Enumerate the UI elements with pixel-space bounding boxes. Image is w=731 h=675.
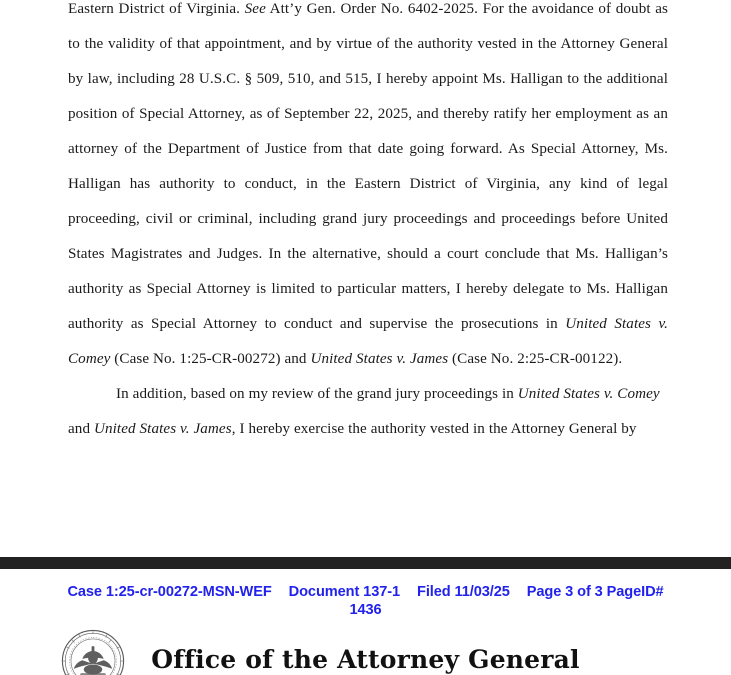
run-italic-case-comey: United States v. Comey — [68, 316, 668, 367]
letterhead-title: Office of the Attorney General — [151, 645, 580, 674]
document-text-column — [68, 0, 668, 447]
run-italic-case-comey: United States v. Comey — [517, 386, 660, 402]
ecf-case-number: Case 1:25-cr-00272-MSN-WEF — [67, 584, 272, 600]
ecf-page-number: Page 3 of 3 PageID# — [526, 584, 664, 600]
run-text: Eastern District of Virginia. — [68, 1, 245, 17]
run-text: (Case No. 2:25-CR-00122). — [448, 351, 623, 367]
run-italic-see: See — [244, 1, 266, 17]
run-text: (Case No. 1:25-CR-00272) and — [110, 351, 311, 367]
run-text: , I hereby exercise the authority vested in the Attorney General by — [231, 421, 637, 437]
run-italic-case-james: United States v. James — [93, 421, 232, 437]
run-italic-case-james: United States v. James — [310, 351, 449, 367]
ecf-page-id: 1436 — [349, 602, 382, 618]
ecf-document-number: Document 137-1 — [288, 584, 401, 600]
ecf-filed-date: Filed 11/03/25 — [417, 584, 510, 600]
run-text: and — [68, 421, 94, 437]
paragraph-appointment — [68, 0, 668, 377]
page-separator-bar — [0, 557, 731, 569]
run-text: Att’y Gen. Order No. 6402-2025. For the avoidance of doubt as to the validity of that appointment, and by virtue of the authority vested in the Attorney General by law, including 28 U.S.C. § 509, 510, and 515, I hereby appoint Ms. Halligan to the additional position of Special Attorney, as of September 22, 2025, and thereby ratify her employment as an attorney of the Department of Justice from that date going forward. As Special Attorney, Ms. Halligan has authority to conduct, in the Eastern District of Virginia, any kind of legal proceeding, civil or criminal, including grand jury proceedings and proceedings before United States Magistrates and Judges. In the alternative, should a court conclude that Ms. Halligan’s authority as Special Attorney is limited to particular matters, I hereby delegate to Ms. Halligan authority as Special Attorney to conduct and supervise the prosecutions in — [68, 1, 668, 332]
ecf-header-stamp — [0, 583, 731, 619]
paragraph-grand-jury-review — [68, 377, 668, 447]
run-text: In addition, based on my review of the grand jury proceedings in — [116, 386, 518, 402]
